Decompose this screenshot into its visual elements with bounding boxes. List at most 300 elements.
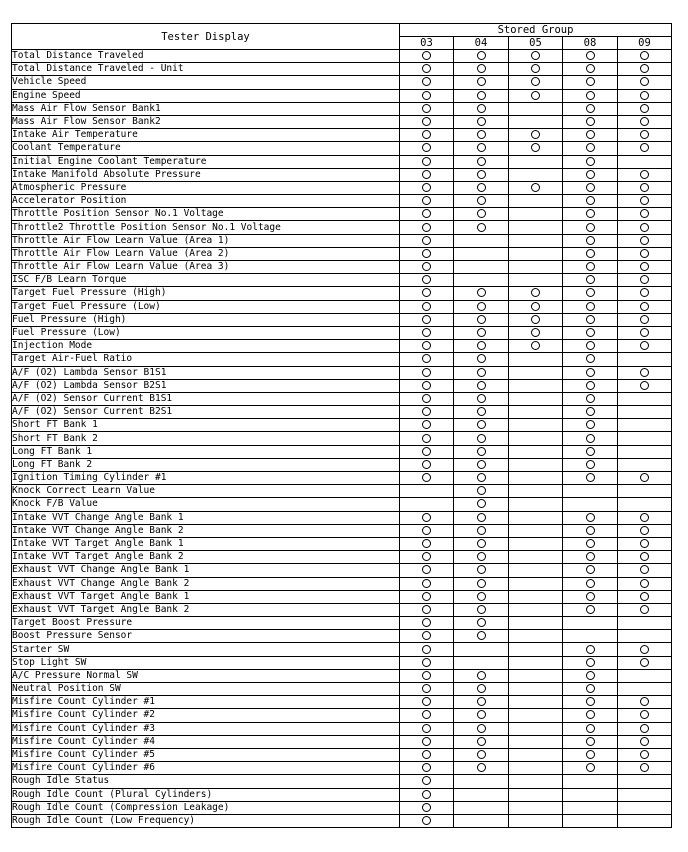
- row-label: Misfire Count Cylinder #6: [12, 762, 400, 775]
- row-label: Starter SW: [12, 643, 400, 656]
- mark-cell-05: [509, 709, 563, 722]
- stored-circle-icon: [422, 77, 431, 86]
- stored-circle-icon: [586, 565, 595, 574]
- mark-cell-09: [618, 300, 672, 313]
- mark-cell-08: [563, 722, 618, 735]
- row-label: Fuel Pressure (Low): [12, 326, 400, 339]
- mark-cell-05: [509, 392, 563, 405]
- mark-cell-03: [400, 683, 454, 696]
- stored-circle-icon: [586, 658, 595, 667]
- stored-circle-icon: [422, 315, 431, 324]
- mark-cell-04: [454, 524, 509, 537]
- mark-cell-05: [509, 458, 563, 471]
- mark-cell-08: [563, 366, 618, 379]
- stored-circle-icon: [640, 565, 649, 574]
- row-label: Exhaust VVT Change Angle Bank 2: [12, 577, 400, 590]
- stored-circle-icon: [640, 658, 649, 667]
- mark-cell-09: [618, 537, 672, 550]
- mark-cell-05: [509, 485, 563, 498]
- table-row: [12, 603, 672, 616]
- stored-circle-icon: [531, 302, 540, 311]
- table-row: [12, 656, 672, 669]
- table-row: [12, 617, 672, 630]
- mark-cell-04: [454, 551, 509, 564]
- stored-circle-icon: [586, 341, 595, 350]
- stored-circle-icon: [477, 724, 486, 733]
- mark-cell-08: [563, 485, 618, 498]
- mark-cell-05: [509, 129, 563, 142]
- stored-circle-icon: [422, 368, 431, 377]
- stored-circle-icon: [586, 249, 595, 258]
- stored-circle-icon: [422, 196, 431, 205]
- table-row: [12, 366, 672, 379]
- row-label: A/F (O2) Lambda Sensor B2S1: [12, 379, 400, 392]
- mark-cell-05: [509, 340, 563, 353]
- mark-cell-09: [618, 221, 672, 234]
- mark-cell-04: [454, 577, 509, 590]
- table-row: [12, 432, 672, 445]
- stored-circle-icon: [531, 143, 540, 152]
- stored-circle-icon: [422, 737, 431, 746]
- stored-circle-icon: [640, 196, 649, 205]
- table-row: [12, 683, 672, 696]
- stored-circle-icon: [586, 157, 595, 166]
- mark-cell-04: [454, 300, 509, 313]
- mark-cell-08: [563, 379, 618, 392]
- mark-cell-05: [509, 814, 563, 827]
- mark-cell-08: [563, 406, 618, 419]
- stored-circle-icon: [586, 288, 595, 297]
- stored-circle-icon: [531, 183, 540, 192]
- mark-cell-09: [618, 340, 672, 353]
- mark-cell-09: [618, 551, 672, 564]
- stored-circle-icon: [422, 763, 431, 772]
- stored-circle-icon: [531, 91, 540, 100]
- mark-cell-08: [563, 445, 618, 458]
- mark-cell-05: [509, 683, 563, 696]
- stored-circle-icon: [586, 196, 595, 205]
- row-label: Neutral Position SW: [12, 683, 400, 696]
- stored-circle-icon: [586, 737, 595, 746]
- stored-circle-icon: [477, 763, 486, 772]
- stored-circle-icon: [422, 565, 431, 574]
- mark-cell-04: [454, 287, 509, 300]
- mark-cell-03: [400, 234, 454, 247]
- row-label: Stop Light SW: [12, 656, 400, 669]
- stored-circle-icon: [477, 618, 486, 627]
- stored-circle-icon: [477, 381, 486, 390]
- mark-cell-09: [618, 274, 672, 287]
- mark-cell-04: [454, 221, 509, 234]
- stored-circle-icon: [422, 394, 431, 403]
- stored-circle-icon: [422, 631, 431, 640]
- mark-cell-09: [618, 195, 672, 208]
- mark-cell-05: [509, 300, 563, 313]
- mark-cell-04: [454, 181, 509, 194]
- stored-circle-icon: [640, 170, 649, 179]
- mark-cell-09: [618, 155, 672, 168]
- mark-cell-09: [618, 696, 672, 709]
- mark-cell-04: [454, 472, 509, 485]
- mark-cell-03: [400, 577, 454, 590]
- stored-circle-icon: [640, 51, 649, 60]
- mark-cell-05: [509, 696, 563, 709]
- stored-circle-icon: [477, 737, 486, 746]
- stored-circle-icon: [586, 209, 595, 218]
- stored-circle-icon: [586, 368, 595, 377]
- stored-circle-icon: [640, 710, 649, 719]
- mark-cell-05: [509, 551, 563, 564]
- mark-cell-05: [509, 748, 563, 761]
- table-row: [12, 762, 672, 775]
- mark-cell-05: [509, 643, 563, 656]
- stored-circle-icon: [422, 275, 431, 284]
- stored-circle-icon: [640, 539, 649, 548]
- stored-circle-icon: [422, 447, 431, 456]
- mark-cell-09: [618, 261, 672, 274]
- mark-cell-03: [400, 498, 454, 511]
- row-label: Injection Mode: [12, 340, 400, 353]
- mark-cell-09: [618, 287, 672, 300]
- mark-cell-04: [454, 617, 509, 630]
- stored-circle-icon: [586, 579, 595, 588]
- table-row: [12, 115, 672, 128]
- mark-cell-03: [400, 221, 454, 234]
- mark-cell-04: [454, 432, 509, 445]
- mark-cell-05: [509, 234, 563, 247]
- mark-cell-08: [563, 168, 618, 181]
- row-label: Throttle Air Flow Learn Value (Area 2): [12, 247, 400, 260]
- mark-cell-03: [400, 419, 454, 432]
- stored-circle-icon: [586, 328, 595, 337]
- stored-circle-icon: [640, 130, 649, 139]
- stored-group-table-container: [11, 23, 672, 828]
- mark-cell-05: [509, 326, 563, 339]
- row-label: Target Air-Fuel Ratio: [12, 353, 400, 366]
- stored-circle-icon: [586, 394, 595, 403]
- row-label: Long FT Bank 1: [12, 445, 400, 458]
- mark-cell-05: [509, 366, 563, 379]
- mark-cell-03: [400, 788, 454, 801]
- stored-circle-icon: [477, 64, 486, 73]
- mark-cell-05: [509, 261, 563, 274]
- stored-circle-icon: [422, 328, 431, 337]
- table-row: [12, 630, 672, 643]
- stored-circle-icon: [422, 341, 431, 350]
- mark-cell-09: [618, 656, 672, 669]
- mark-cell-03: [400, 511, 454, 524]
- stored-circle-icon: [477, 420, 486, 429]
- stored-circle-icon: [477, 631, 486, 640]
- mark-cell-09: [618, 683, 672, 696]
- mark-cell-09: [618, 168, 672, 181]
- group-header-05: 05: [509, 37, 563, 50]
- stored-circle-icon: [586, 130, 595, 139]
- mark-cell-05: [509, 432, 563, 445]
- stored-circle-icon: [586, 460, 595, 469]
- mark-cell-05: [509, 511, 563, 524]
- mark-cell-05: [509, 590, 563, 603]
- mark-cell-05: [509, 247, 563, 260]
- stored-circle-icon: [422, 91, 431, 100]
- mark-cell-05: [509, 788, 563, 801]
- stored-circle-icon: [586, 170, 595, 179]
- mark-cell-08: [563, 115, 618, 128]
- stored-circle-icon: [422, 420, 431, 429]
- stored-circle-icon: [640, 249, 649, 258]
- mark-cell-03: [400, 247, 454, 260]
- mark-cell-04: [454, 353, 509, 366]
- table-row: [12, 788, 672, 801]
- row-label: Exhaust VVT Target Angle Bank 1: [12, 590, 400, 603]
- mark-cell-05: [509, 287, 563, 300]
- table-row: [12, 722, 672, 735]
- stored-circle-icon: [477, 579, 486, 588]
- stored-circle-icon: [422, 130, 431, 139]
- row-label: Atmospheric Pressure: [12, 181, 400, 194]
- mark-cell-04: [454, 669, 509, 682]
- mark-cell-03: [400, 50, 454, 63]
- stored-circle-icon: [422, 697, 431, 706]
- row-label: Exhaust VVT Change Angle Bank 1: [12, 564, 400, 577]
- mark-cell-05: [509, 524, 563, 537]
- mark-cell-03: [400, 432, 454, 445]
- stored-group-table: [11, 23, 672, 828]
- group-header-08: 08: [563, 37, 618, 50]
- stored-circle-icon: [586, 91, 595, 100]
- mark-cell-03: [400, 748, 454, 761]
- table-row: [12, 234, 672, 247]
- row-label: Total Distance Traveled: [12, 50, 400, 63]
- stored-circle-icon: [422, 209, 431, 218]
- stored-circle-icon: [586, 236, 595, 245]
- table-row: [12, 392, 672, 405]
- mark-cell-09: [618, 722, 672, 735]
- stored-circle-icon: [586, 143, 595, 152]
- mark-cell-04: [454, 76, 509, 89]
- table-row: [12, 564, 672, 577]
- mark-cell-09: [618, 50, 672, 63]
- stored-circle-icon: [586, 724, 595, 733]
- mark-cell-03: [400, 709, 454, 722]
- stored-circle-icon: [531, 315, 540, 324]
- mark-cell-08: [563, 247, 618, 260]
- row-label: Engine Speed: [12, 89, 400, 102]
- row-label: Intake VVT Change Angle Bank 2: [12, 524, 400, 537]
- stored-circle-icon: [422, 816, 431, 825]
- mark-cell-03: [400, 379, 454, 392]
- mark-cell-08: [563, 617, 618, 630]
- stored-circle-icon: [586, 447, 595, 456]
- mark-cell-08: [563, 129, 618, 142]
- mark-cell-08: [563, 603, 618, 616]
- mark-cell-05: [509, 115, 563, 128]
- mark-cell-03: [400, 603, 454, 616]
- stored-circle-icon: [422, 645, 431, 654]
- table-row: [12, 76, 672, 89]
- stored-circle-icon: [586, 77, 595, 86]
- table-row: [12, 102, 672, 115]
- table-row: [12, 326, 672, 339]
- mark-cell-03: [400, 669, 454, 682]
- stored-circle-icon: [640, 737, 649, 746]
- mark-cell-04: [454, 498, 509, 511]
- mark-cell-09: [618, 366, 672, 379]
- mark-cell-08: [563, 472, 618, 485]
- mark-cell-05: [509, 168, 563, 181]
- stored-circle-icon: [640, 328, 649, 337]
- mark-cell-04: [454, 208, 509, 221]
- row-label: Misfire Count Cylinder #2: [12, 709, 400, 722]
- mark-cell-08: [563, 656, 618, 669]
- mark-cell-09: [618, 762, 672, 775]
- table-row: [12, 313, 672, 326]
- mark-cell-09: [618, 445, 672, 458]
- mark-cell-05: [509, 313, 563, 326]
- mark-cell-08: [563, 735, 618, 748]
- stored-circle-icon: [640, 288, 649, 297]
- stored-circle-icon: [640, 552, 649, 561]
- mark-cell-04: [454, 419, 509, 432]
- table-row: [12, 498, 672, 511]
- row-label: Intake VVT Target Angle Bank 2: [12, 551, 400, 564]
- mark-cell-09: [618, 748, 672, 761]
- mark-cell-09: [618, 326, 672, 339]
- mark-cell-09: [618, 472, 672, 485]
- stored-circle-icon: [477, 104, 486, 113]
- mark-cell-08: [563, 155, 618, 168]
- mark-cell-08: [563, 551, 618, 564]
- mark-cell-09: [618, 76, 672, 89]
- table-row: [12, 590, 672, 603]
- stored-group-header: Stored Group: [400, 24, 672, 37]
- stored-circle-icon: [586, 552, 595, 561]
- stored-circle-icon: [640, 104, 649, 113]
- mark-cell-08: [563, 181, 618, 194]
- row-label: Vehicle Speed: [12, 76, 400, 89]
- table-row: [12, 168, 672, 181]
- mark-cell-09: [618, 129, 672, 142]
- mark-cell-09: [618, 379, 672, 392]
- mark-cell-08: [563, 748, 618, 761]
- mark-cell-09: [618, 432, 672, 445]
- mark-cell-03: [400, 696, 454, 709]
- mark-cell-05: [509, 221, 563, 234]
- mark-cell-09: [618, 115, 672, 128]
- stored-circle-icon: [477, 354, 486, 363]
- stored-circle-icon: [422, 658, 431, 667]
- stored-circle-icon: [477, 368, 486, 377]
- mark-cell-09: [618, 458, 672, 471]
- mark-cell-08: [563, 287, 618, 300]
- mark-cell-04: [454, 775, 509, 788]
- mark-cell-09: [618, 234, 672, 247]
- stored-circle-icon: [640, 275, 649, 284]
- stored-circle-icon: [422, 539, 431, 548]
- stored-circle-icon: [422, 526, 431, 535]
- stored-circle-icon: [640, 236, 649, 245]
- mark-cell-04: [454, 274, 509, 287]
- mark-cell-03: [400, 353, 454, 366]
- mark-cell-08: [563, 392, 618, 405]
- stored-circle-icon: [477, 117, 486, 126]
- mark-cell-09: [618, 643, 672, 656]
- mark-cell-03: [400, 115, 454, 128]
- mark-cell-04: [454, 814, 509, 827]
- stored-circle-icon: [422, 513, 431, 522]
- row-label: Intake Manifold Absolute Pressure: [12, 168, 400, 181]
- mark-cell-08: [563, 261, 618, 274]
- stored-circle-icon: [422, 288, 431, 297]
- mark-cell-03: [400, 313, 454, 326]
- mark-cell-04: [454, 709, 509, 722]
- table-row: [12, 524, 672, 537]
- mark-cell-08: [563, 300, 618, 313]
- mark-cell-03: [400, 168, 454, 181]
- row-label: Rough Idle Status: [12, 775, 400, 788]
- stored-circle-icon: [477, 77, 486, 86]
- mark-cell-08: [563, 788, 618, 801]
- mark-cell-04: [454, 63, 509, 76]
- mark-cell-03: [400, 76, 454, 89]
- table-row: [12, 181, 672, 194]
- stored-circle-icon: [422, 262, 431, 271]
- stored-circle-icon: [586, 381, 595, 390]
- mark-cell-09: [618, 392, 672, 405]
- mark-cell-03: [400, 775, 454, 788]
- table-row: [12, 445, 672, 458]
- mark-cell-04: [454, 735, 509, 748]
- mark-cell-09: [618, 208, 672, 221]
- mark-cell-04: [454, 762, 509, 775]
- mark-cell-08: [563, 590, 618, 603]
- row-label: Misfire Count Cylinder #5: [12, 748, 400, 761]
- mark-cell-05: [509, 89, 563, 102]
- stored-circle-icon: [477, 143, 486, 152]
- mark-cell-05: [509, 50, 563, 63]
- mark-cell-03: [400, 590, 454, 603]
- stored-circle-icon: [422, 407, 431, 416]
- stored-circle-icon: [477, 394, 486, 403]
- mark-cell-05: [509, 419, 563, 432]
- mark-cell-09: [618, 247, 672, 260]
- stored-circle-icon: [422, 671, 431, 680]
- stored-circle-icon: [422, 157, 431, 166]
- mark-cell-03: [400, 300, 454, 313]
- mark-cell-04: [454, 102, 509, 115]
- stored-circle-icon: [586, 262, 595, 271]
- mark-cell-08: [563, 353, 618, 366]
- table-row: [12, 353, 672, 366]
- mark-cell-08: [563, 511, 618, 524]
- table-row: [12, 129, 672, 142]
- stored-circle-icon: [477, 341, 486, 350]
- stored-circle-icon: [586, 183, 595, 192]
- stored-circle-icon: [477, 460, 486, 469]
- stored-circle-icon: [477, 592, 486, 601]
- mark-cell-04: [454, 656, 509, 669]
- mark-cell-03: [400, 814, 454, 827]
- stored-circle-icon: [586, 434, 595, 443]
- mark-cell-08: [563, 63, 618, 76]
- stored-circle-icon: [422, 236, 431, 245]
- table-body: [12, 50, 672, 828]
- mark-cell-08: [563, 683, 618, 696]
- table-row: [12, 142, 672, 155]
- mark-cell-04: [454, 366, 509, 379]
- row-label: Short FT Bank 2: [12, 432, 400, 445]
- mark-cell-04: [454, 406, 509, 419]
